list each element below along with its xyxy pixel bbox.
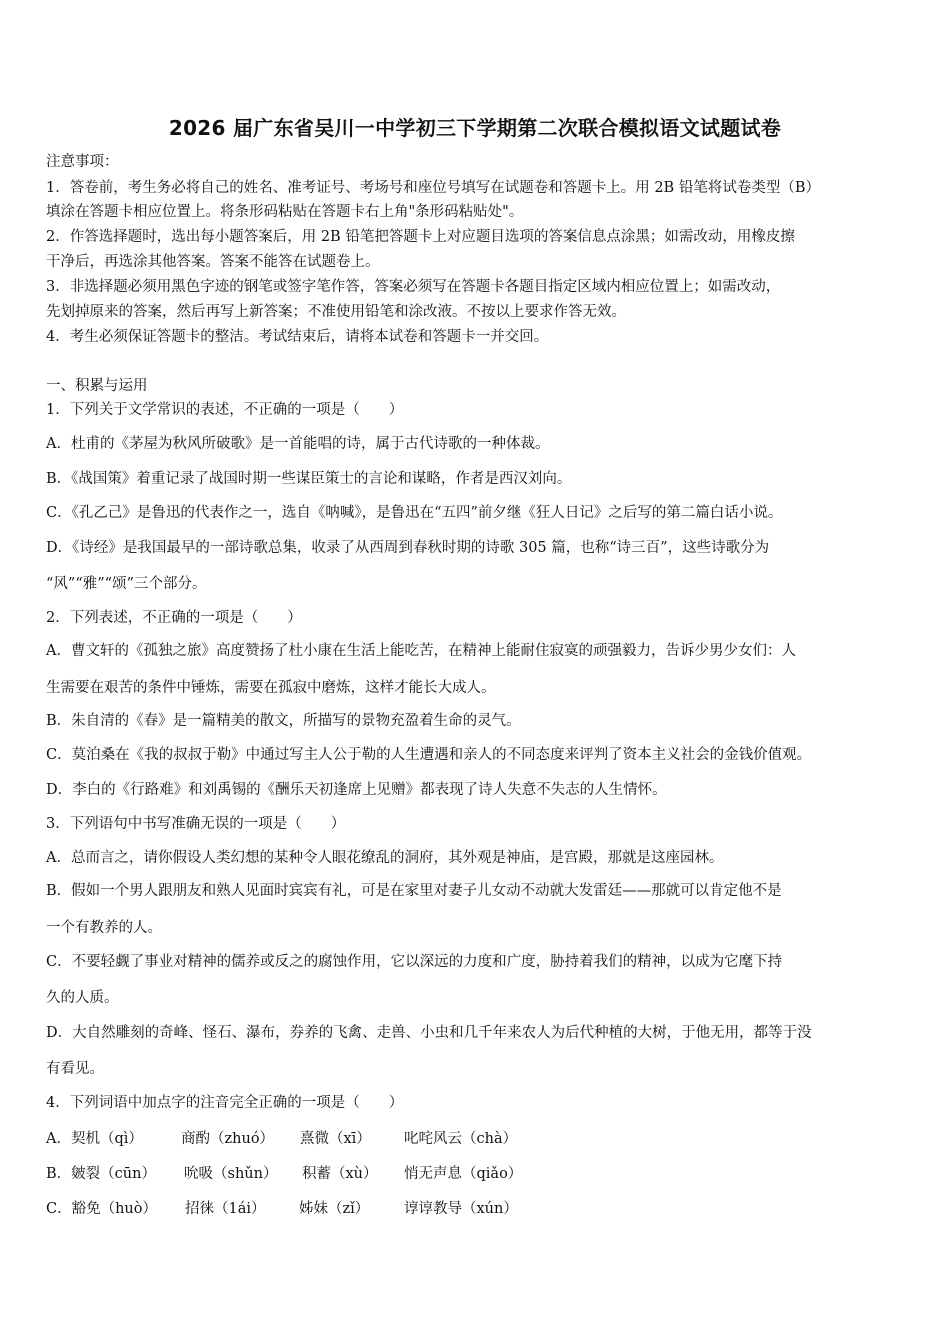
question-2-option-c: C．莫泊桑在《我的叔叔于勒》中通过写主人公于勒的人生遭遇和亲人的不同态度来评判了资本主义社会的金钱价值观。 [46,747,812,763]
question-1-option-c: C．《孔乙己》是鲁迅的代表作之一，选自《呐喊》，是鲁迅在“五四”前夕继《狂人日记》之后写的第二篇白话小说。 [46,505,783,521]
question-3-option-c-cont: 久的人质。 [46,990,119,1006]
section-heading: 一、积累与运用 [46,378,148,394]
notice-line: 填涂在答题卡相应位置上。将条形码粘贴在答题卡右上角"条形码粘贴处"。 [46,204,524,220]
question-3-option-d: D．大自然雕刻的奇峰、怪石、瀑布，券养的飞禽、走兽、小虫和几千年来农人为后代种植的大树，于他无用，都等于没 [46,1025,812,1041]
notice-line: 2．作答选择题时，选出每小题答案后，用 2B 铅笔把答题卡上对应题目选项的答案信息点涂黑；如需改动，用橡皮擦 [46,229,795,245]
option-term: 悄无声息（qiǎo） [404,1166,523,1182]
notice-line: 1．答卷前，考生务必将自己的姓名、准考证号、考场号和座位号填写在试题卷和答题卡上。用 2B 铅笔将试卷类型（B） [46,180,820,196]
question-2-option-b: B．朱自清的《春》是一篇精美的散文，所描写的景物充盈着生命的灵气。 [46,713,521,729]
option-term: 吮吸（shǔn） [184,1166,278,1182]
notice-line: 3．非选择题必须用黑色字迹的钢笔或签字笔作答，答案必须写在答题卡各题目指定区域内相应位置上；如需改动， [46,279,781,295]
option-term: 熹微（xī） [300,1131,371,1147]
question-2-option-d: D．李白的《行路难》和刘禹锡的《酬乐天初逢席上见赠》都表现了诗人失意不失志的人生情怀。 [46,782,667,798]
question-3-stem: 3．下列语句中书写准确无误的一项是（ ） [46,816,346,832]
option-term: A．契机（qì） [46,1131,143,1147]
question-4-stem: 4．下列词语中加点字的注音完全正确的一项是（ ） [46,1095,404,1111]
question-3-option-b: B．假如一个男人跟朋友和熟人见面时宾宾有礼，可是在家里对妻子儿女动不动就大发雷廷——那就可以肯定他不是 [46,883,782,899]
option-term: B．皴裂（cūn） [46,1166,156,1182]
option-term: C．豁免（huò） [46,1201,158,1217]
notice-line: 干净后，再选涂其他答案。答案不能答在试题卷上。 [46,254,380,270]
notice-line: 4．考生必须保证答题卡的整洁。考试结束后，请将本试卷和答题卡一并交回。 [46,329,549,345]
question-3-option-a: A．总而言之，请你假设人类幻想的某种令人眼花缭乱的洞府，其外观是神庙，是宫殿，那就是这座园林。 [46,850,724,866]
option-term: 谆谆教导（xún） [404,1201,518,1217]
question-3-option-b-cont: 一个有教养的人。 [46,920,162,936]
notice-heading: 注意事项： [46,154,119,170]
option-term: 招徕（1ái） [185,1201,266,1217]
question-2-option-a-cont: 生需要在艰苦的条件中锤炼，需要在孤寂中磨炼，这样才能长大成人。 [46,680,496,696]
question-3-option-d-cont: 有看见。 [46,1061,104,1077]
question-2-option-a: A．曹文轩的《孤独之旅》高度赞扬了杜小康在生活上能吃苦，在精神上能耐住寂寞的顽强毅力，告诉少男少女们：人 [46,643,796,659]
question-2-stem: 2．下列表述，不正确的一项是（ ） [46,610,302,626]
option-term: 叱咤风云（chà） [404,1131,518,1147]
question-1-option-d: D．《诗经》是我国最早的一部诗歌总集，收录了从西周到春秋时期的诗歌 305 篇，也称“诗三百”，这些诗歌分为 [46,540,770,556]
option-term: 积蓄（xù） [302,1166,378,1182]
question-1-option-a: A．杜甫的《茅屋为秋风所破歌》是一首能唱的诗，属于古代诗歌的一种体裁。 [46,436,550,452]
option-term: 商酌（zhuó） [181,1131,275,1147]
question-1-stem: 1．下列关于文学常识的表述，不正确的一项是（ ） [46,402,404,418]
notice-line: 先划掉原来的答案，然后再写上新答案；不准使用铅笔和涂改液。不按以上要求作答无效。 [46,304,626,320]
page-title: 2026 届广东省吴川一中学初三下学期第二次联合模拟语文试题试卷 [168,116,782,140]
question-1-option-b: B．《战国策》着重记录了战国时期一些谋臣策士的言论和谋略，作者是西汉刘向。 [46,471,572,487]
question-3-option-c: C．不要轻觑了事业对精神的儒养或反之的腐蚀作用，它以深远的力度和广度，胁持着我们的精神，以成为它麾下持 [46,954,783,970]
option-term: 姊妹（zǐ） [299,1201,370,1217]
question-1-option-d-cont: “风”“雅”“颂”三个部分。 [46,576,207,592]
